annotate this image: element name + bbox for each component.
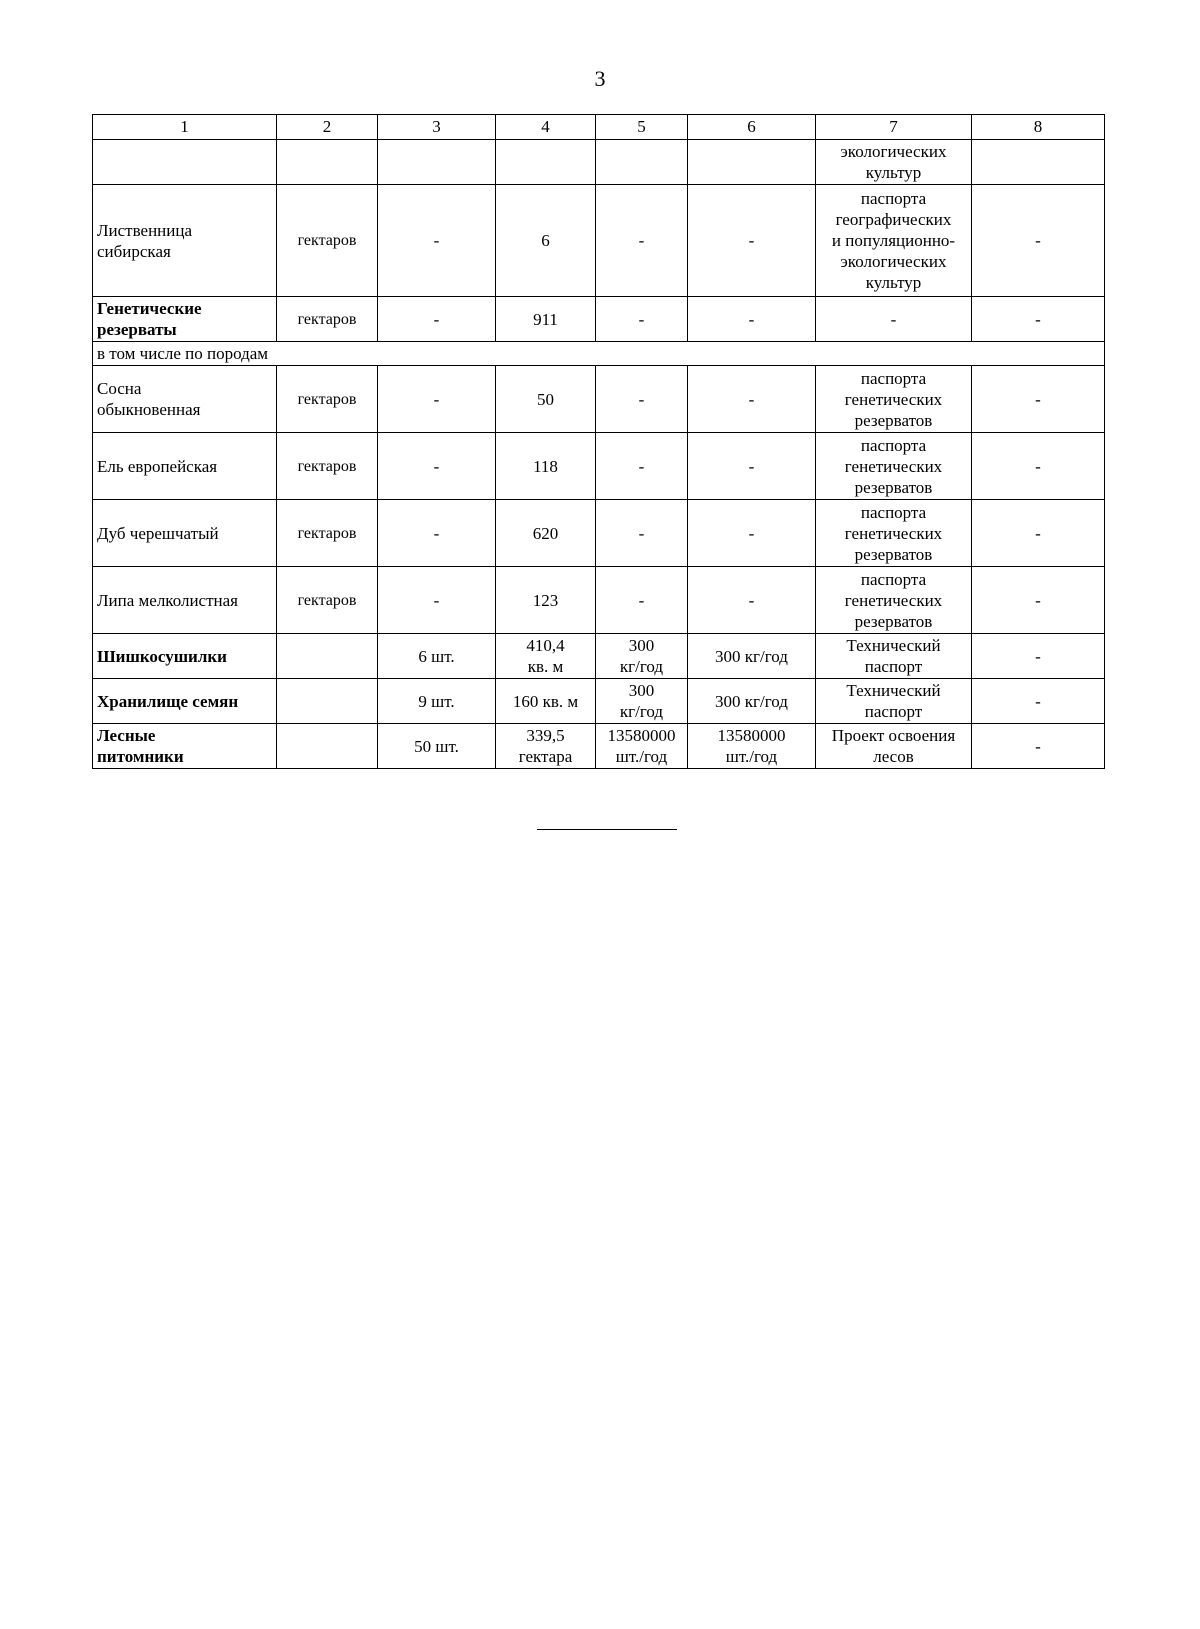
- cell-col3: 6 шт.: [378, 634, 496, 679]
- cell-col8: -: [972, 297, 1105, 342]
- table-row: [93, 679, 1105, 724]
- cell-col4: 123: [496, 567, 596, 634]
- header-cell: 6: [688, 115, 816, 140]
- cell-col8: -: [972, 185, 1105, 297]
- header-cell: 4: [496, 115, 596, 140]
- cell-document: Проект освоения лесов: [816, 724, 972, 769]
- cell-col5: -: [596, 185, 688, 297]
- cell-name: [93, 140, 277, 185]
- cell-name: Липа мелколистная: [93, 567, 277, 634]
- cell-col4: 50: [496, 366, 596, 433]
- header-cell: 1: [93, 115, 277, 140]
- cell-col6: -: [688, 433, 816, 500]
- cell-col8: -: [972, 433, 1105, 500]
- cell-col5: -: [596, 433, 688, 500]
- data-table: [92, 114, 1105, 769]
- table-row: [93, 433, 1105, 500]
- table-row: [93, 500, 1105, 567]
- header-cell: 8: [972, 115, 1105, 140]
- cell-col5: -: [596, 500, 688, 567]
- cell-col6: [688, 140, 816, 185]
- cell-unit: [277, 679, 378, 724]
- table-subheading-row: [93, 342, 1105, 366]
- cell-name: Лиственница сибирская: [93, 185, 277, 297]
- cell-col5: 300 кг/год: [596, 634, 688, 679]
- table-row: [93, 634, 1105, 679]
- cell-document: Технический паспорт: [816, 679, 972, 724]
- cell-document: -: [816, 297, 972, 342]
- table-row: [93, 366, 1105, 433]
- cell-col4: 339,5 гектара: [496, 724, 596, 769]
- cell-col5: -: [596, 297, 688, 342]
- cell-document: Технический паспорт: [816, 634, 972, 679]
- cell-col3: -: [378, 500, 496, 567]
- page-number: 3: [594, 66, 606, 91]
- cell-col5: 13580000 шт./год: [596, 724, 688, 769]
- cell-col6: -: [688, 297, 816, 342]
- cell-name: Сосна обыкновенная: [93, 366, 277, 433]
- header-cell: 3: [378, 115, 496, 140]
- cell-col8: [972, 140, 1105, 185]
- cell-col6: -: [688, 500, 816, 567]
- cell-col4: 160 кв. м: [496, 679, 596, 724]
- cell-col8: -: [972, 567, 1105, 634]
- cell-col8: -: [972, 366, 1105, 433]
- cell-name: Генетические резерваты: [93, 297, 277, 342]
- cell-col4: 620: [496, 500, 596, 567]
- table-row: [93, 567, 1105, 634]
- cell-unit: гектаров: [277, 500, 378, 567]
- table-header-row: [93, 115, 1105, 140]
- header-cell: 7: [816, 115, 972, 140]
- cell-unit: [277, 724, 378, 769]
- cell-col8: -: [972, 634, 1105, 679]
- cell-col5: 300 кг/год: [596, 679, 688, 724]
- header-cell: 2: [277, 115, 378, 140]
- table-row: [93, 140, 1105, 185]
- cell-col6: 300 кг/год: [688, 679, 816, 724]
- cell-col4: [496, 140, 596, 185]
- table-row: [93, 724, 1105, 769]
- cell-col4: 118: [496, 433, 596, 500]
- cell-unit: гектаров: [277, 567, 378, 634]
- cell-col6: -: [688, 567, 816, 634]
- table-row: [93, 185, 1105, 297]
- cell-name: Лесные питомники: [93, 724, 277, 769]
- cell-name: Шишкосушилки: [93, 634, 277, 679]
- cell-col3: -: [378, 567, 496, 634]
- cell-document: паспорта генетических резерватов: [816, 366, 972, 433]
- cell-document: паспорта географических и популяционно- экологических культур: [816, 185, 972, 297]
- cell-unit: гектаров: [277, 297, 378, 342]
- cell-unit: гектаров: [277, 366, 378, 433]
- cell-col4: 911: [496, 297, 596, 342]
- cell-unit: гектаров: [277, 185, 378, 297]
- cell-col6: 300 кг/год: [688, 634, 816, 679]
- cell-col3: -: [378, 366, 496, 433]
- cell-document: паспорта генетических резерватов: [816, 567, 972, 634]
- cell-col8: -: [972, 500, 1105, 567]
- cell-col6: -: [688, 185, 816, 297]
- table-row: [93, 297, 1105, 342]
- header-cell: 5: [596, 115, 688, 140]
- cell-document: паспорта генетических резерватов: [816, 500, 972, 567]
- cell-name: Ель европейская: [93, 433, 277, 500]
- cell-col3: -: [378, 185, 496, 297]
- cell-col4: 6: [496, 185, 596, 297]
- cell-col4: 410,4 кв. м: [496, 634, 596, 679]
- cell-col5: [596, 140, 688, 185]
- cell-document: экологических культур: [816, 140, 972, 185]
- cell-subheading: в том числе по породам: [93, 342, 1105, 366]
- cell-col6: 13580000 шт./год: [688, 724, 816, 769]
- cell-col3: -: [378, 297, 496, 342]
- cell-col3: 50 шт.: [378, 724, 496, 769]
- cell-col5: -: [596, 366, 688, 433]
- cell-col3: [378, 140, 496, 185]
- end-rule-divider: [537, 829, 677, 830]
- cell-col8: -: [972, 724, 1105, 769]
- cell-document: паспорта генетических резерватов: [816, 433, 972, 500]
- cell-unit: [277, 634, 378, 679]
- cell-col5: -: [596, 567, 688, 634]
- cell-name: Дуб черешчатый: [93, 500, 277, 567]
- cell-col8: -: [972, 679, 1105, 724]
- cell-col3: -: [378, 433, 496, 500]
- cell-col3: 9 шт.: [378, 679, 496, 724]
- cell-unit: [277, 140, 378, 185]
- cell-unit: гектаров: [277, 433, 378, 500]
- cell-col6: -: [688, 366, 816, 433]
- cell-name: Хранилище семян: [93, 679, 277, 724]
